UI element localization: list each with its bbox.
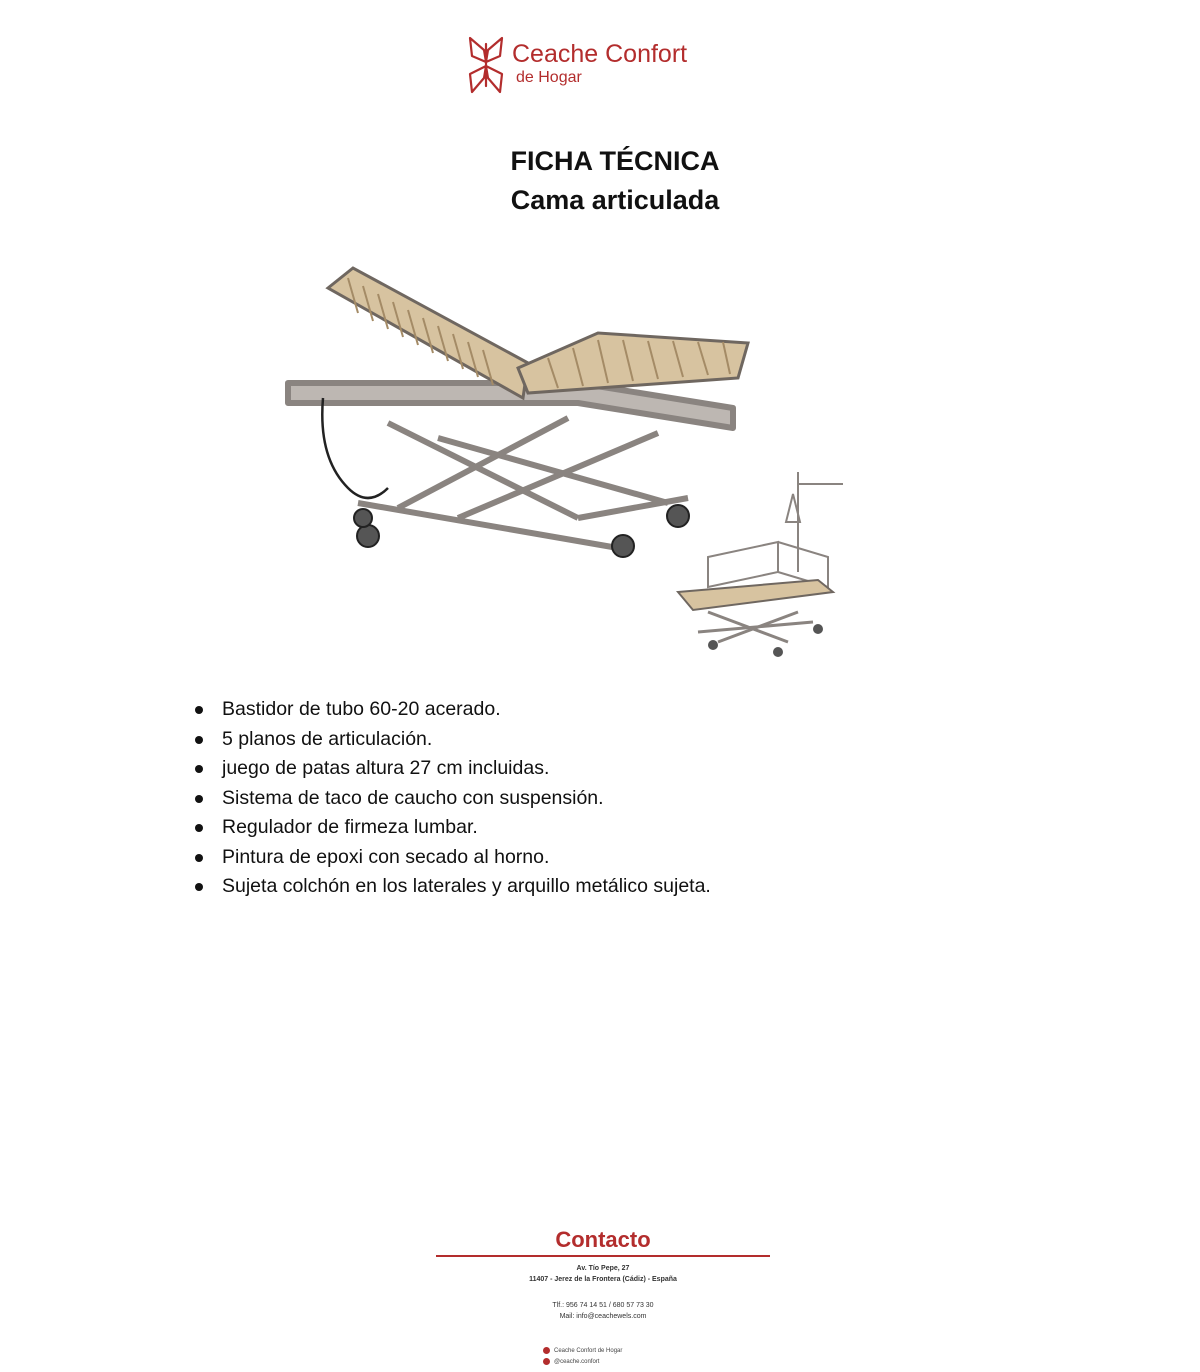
brand-name: Ceache Confort bbox=[512, 40, 688, 68]
instagram-link[interactable]: @ceache.confort bbox=[543, 1358, 599, 1365]
document-subtitle: Cama articulada bbox=[510, 185, 720, 215]
feature-item: Pintura de epoxi con secado al horno. bbox=[192, 843, 992, 873]
bed-with-rails-image bbox=[668, 462, 848, 658]
facebook-link[interactable]: Ceache Confort de Hogar bbox=[543, 1347, 622, 1354]
feature-item: Sujeta colchón en los laterales y arquillo metálico sujeta. bbox=[192, 872, 992, 902]
features-list bbox=[192, 695, 992, 902]
contact-city: 11407 - Jerez de la Frontera (Cádiz) - España bbox=[529, 1276, 677, 1283]
feature-item: 5 planos de articulación. bbox=[192, 725, 992, 755]
contact-divider bbox=[436, 1255, 770, 1257]
bullet-icon bbox=[195, 795, 203, 803]
facebook-icon bbox=[543, 1347, 550, 1354]
feature-item: Regulador de firmeza lumbar. bbox=[192, 813, 992, 843]
document-title: FICHA TÉCNICA bbox=[510, 146, 720, 176]
contact-heading: Contacto bbox=[555, 1227, 651, 1252]
brand-subtitle: de Hogar bbox=[516, 69, 582, 86]
bullet-icon bbox=[195, 854, 203, 862]
butterfly-logo-icon bbox=[464, 34, 508, 96]
instagram-icon bbox=[543, 1358, 550, 1365]
contact-email: Mail: info@ceachewels.com bbox=[559, 1313, 647, 1320]
feature-item: Sistema de taco de caucho con suspensión. bbox=[192, 784, 992, 814]
bullet-icon bbox=[195, 824, 203, 832]
brand-logo bbox=[464, 34, 744, 96]
feature-item: juego de patas altura 27 cm incluidas. bbox=[192, 754, 992, 784]
contact-address: Av. Tío Pepe, 27 bbox=[576, 1265, 630, 1272]
bullet-icon bbox=[195, 765, 203, 773]
contact-phone: Tlf.: 956 74 14 51 / 680 57 73 30 bbox=[552, 1302, 654, 1309]
bullet-icon bbox=[195, 736, 203, 744]
bullet-icon bbox=[195, 706, 203, 714]
bullet-icon bbox=[195, 883, 203, 891]
feature-item: Bastidor de tubo 60-20 acerado. bbox=[192, 695, 992, 725]
